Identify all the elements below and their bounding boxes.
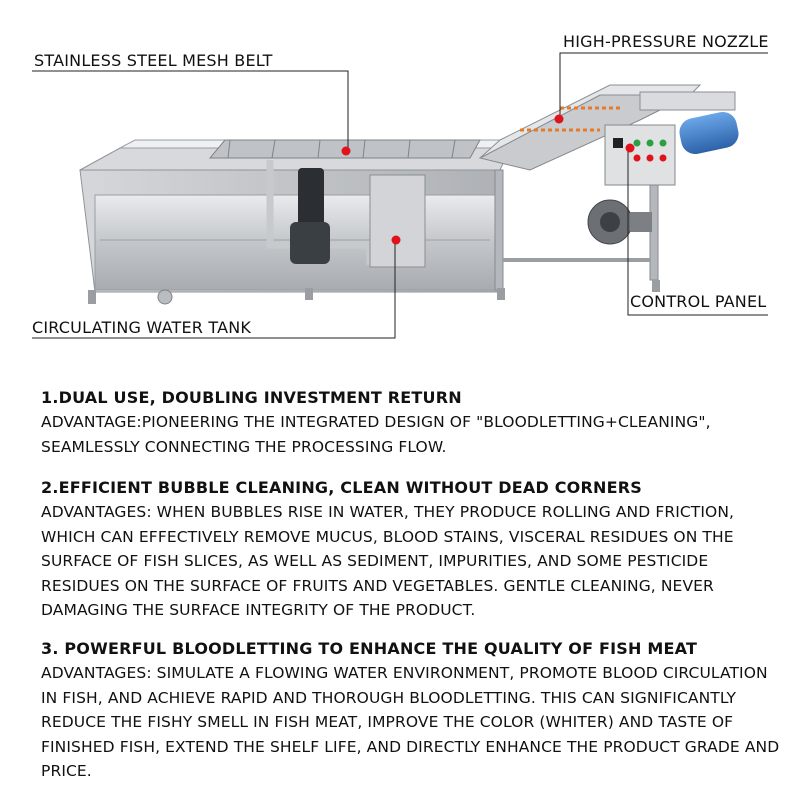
feature-section-3: [41, 637, 781, 784]
feature-title: 3. POWERFUL BLOODLETTING TO ENHANCE THE QUALITY OF FISH MEAT: [41, 639, 698, 658]
feature-section-2: [41, 476, 781, 623]
overflow-box: [370, 175, 425, 267]
label-mesh-belt: STAINLESS STEEL MESH BELT: [34, 51, 273, 70]
blower: [588, 200, 652, 244]
label-control-panel: CONTROL PANEL: [630, 292, 767, 311]
feature-title: 1.DUAL USE, DOUBLING INVESTMENT RETURN: [41, 388, 462, 407]
water-tank: [80, 140, 510, 292]
feature-title: 2.EFFICIENT BUBBLE CLEANING, CLEAN WITHOUT DEAD CORNERS: [41, 478, 642, 497]
control-box: [605, 125, 675, 185]
feature-body: ADVANTAGES: SIMULATE A FLOWING WATER ENVIRONMENT, PROMOTE BLOOD CIRCULATION IN FISH, AND ACHIEVE RAPID AND THOROUGH BLOODLETTING. THIS CAN SIGNIFICANTLY REDUCE THE FISHY SMELL IN FISH MEAT, IMPROVE THE COLOR (WHITER) AND TASTE OF FINISHED FISH, EXTEND THE SHELF LIFE, AND DIRECTLY ENHANCE THE PRODUCT GRADE AND PRICE.: [41, 664, 780, 780]
feature-section-1: [41, 386, 781, 459]
motor: [677, 109, 741, 156]
label-nozzle: HIGH-PRESSURE NOZZLE: [563, 32, 769, 51]
feature-body: ADVANTAGE:PIONEERING THE INTEGRATED DESIGN OF "BLOODLETTING+CLEANING", SEAMLESSLY CONNECTING THE PROCESSING FLOW.: [41, 413, 711, 456]
machine-figure: [0, 0, 800, 360]
feature-body: ADVANTAGES: WHEN BUBBLES RISE IN WATER, THEY PRODUCE ROLLING AND FRICTION, WHICH CAN EFFECTIVELY REMOVE MUCUS, BLOOD STAINS, VISCERAL RESIDUES ON THE SURFACE OF FISH SLICES, AS WELL AS SEDIMENT, IMPURITIES, AND SOME PESTICIDE RESIDUES ON THE SURFACE OF FRUITS AND VEGETABLES. GENTLE CLEANING, NEVER DAMAGING THE SURFACE INTEGRITY OF THE PRODUCT.: [41, 503, 735, 619]
label-water-tank: CIRCULATING WATER TANK: [32, 318, 252, 337]
